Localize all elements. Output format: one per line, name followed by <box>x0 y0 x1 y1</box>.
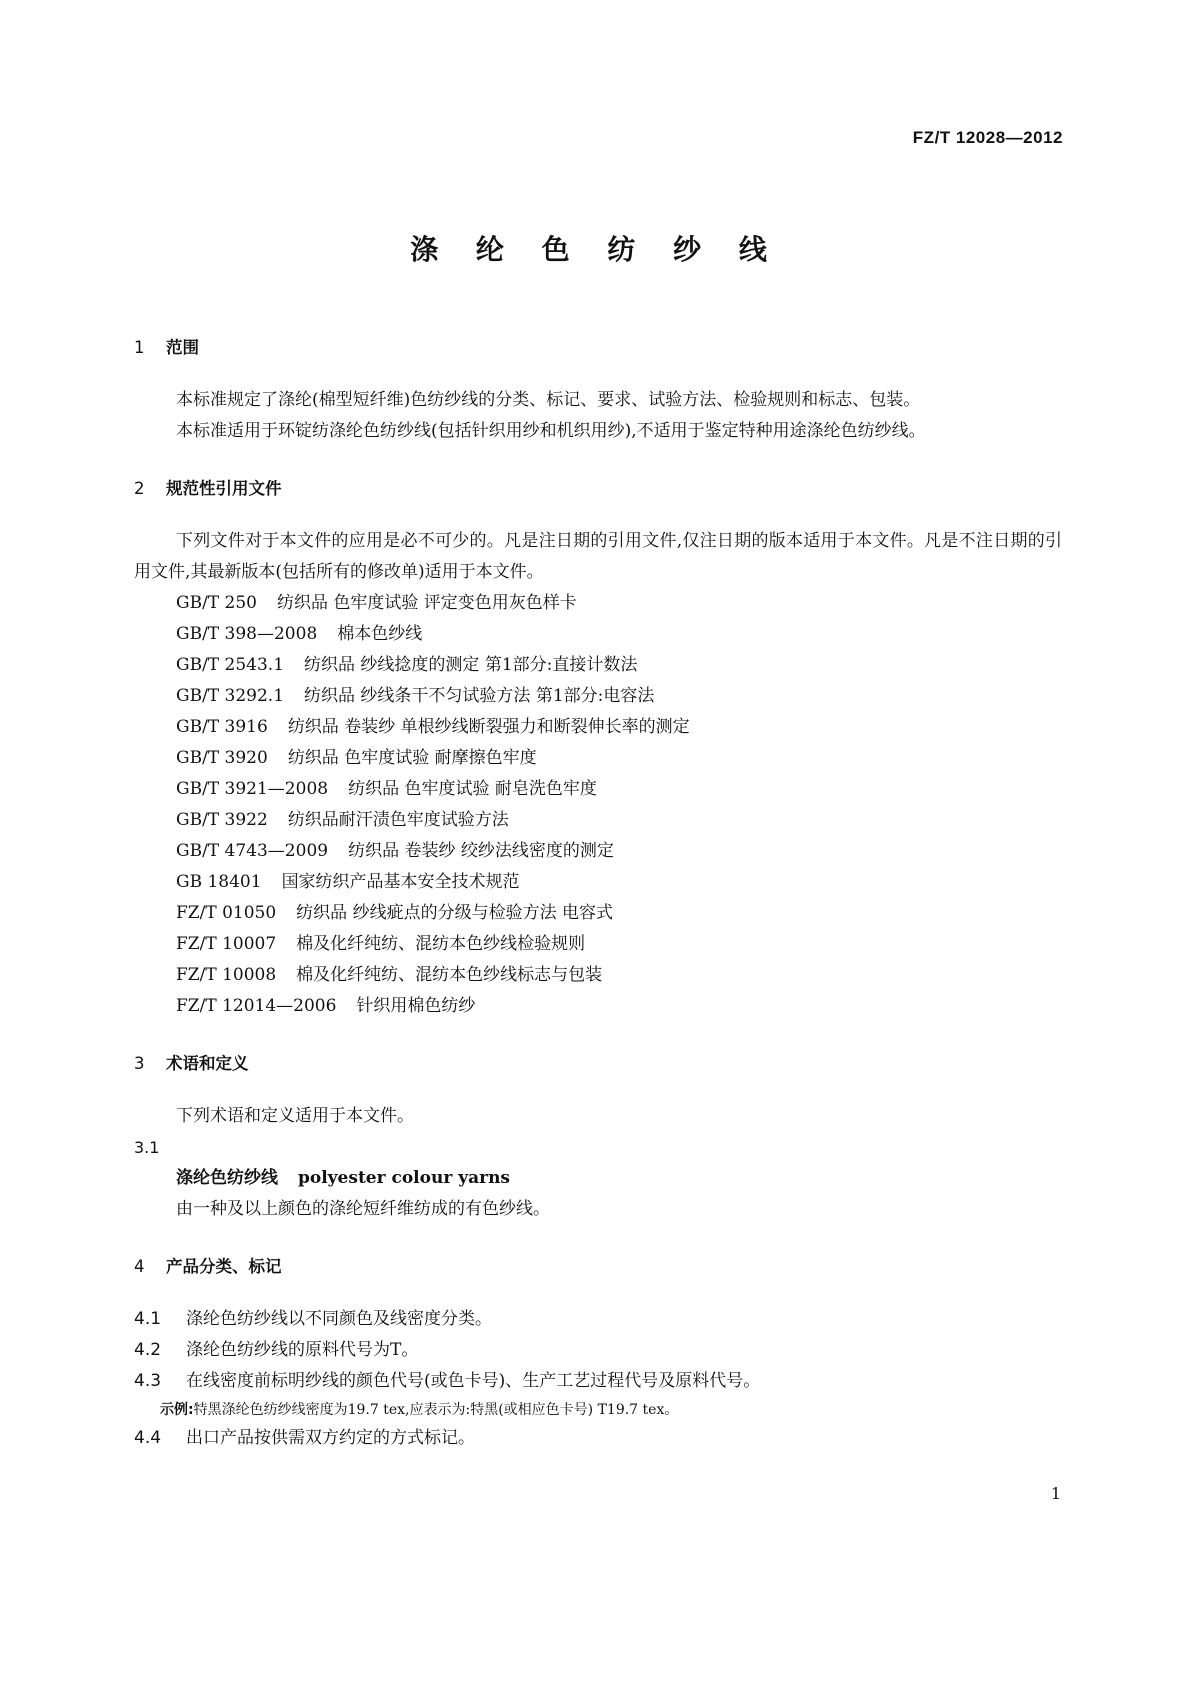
reference-code: GB/T 398—2008 <box>176 624 318 644</box>
reference-code: FZ/T 10008 <box>176 965 277 985</box>
clause-item <box>134 1335 1062 1366</box>
reference-item <box>134 743 1062 774</box>
term-english: polyester colour yarns <box>298 1168 510 1188</box>
reference-item <box>134 898 1062 929</box>
section-3-heading <box>134 1052 1062 1076</box>
section-title: 范围 <box>166 338 199 357</box>
reference-code: GB/T 3921—2008 <box>176 779 329 799</box>
reference-code: GB/T 2543.1 <box>176 655 285 675</box>
clause-number: 4.3 <box>134 1371 162 1391</box>
reference-title: 棉本色纱线 <box>337 624 423 644</box>
reference-item <box>134 712 1062 743</box>
reference-code: GB 18401 <box>176 872 262 892</box>
reference-title: 纺织品 色牢度试验 评定变色用灰色样卡 <box>277 593 577 613</box>
clause-number: 4.2 <box>134 1340 162 1360</box>
terms-intro: 下列术语和定义适用于本文件。 <box>176 1106 414 1126</box>
clause-text: 在线密度前标明纱线的颜色代号(或色卡号)、生产工艺过程代号及原料代号。 <box>186 1371 761 1391</box>
section-number: 3 <box>134 1054 145 1073</box>
section-number: 4 <box>134 1257 145 1276</box>
reference-title: 棉及化纤纯纺、混纺本色纱线检验规则 <box>296 934 586 954</box>
document-body <box>134 336 1062 1454</box>
page-number: 1 <box>1050 1484 1061 1503</box>
section-number: 2 <box>134 479 145 498</box>
scope-paragraph-1: 本标准规定了涤纶(棉型短纤维)色纺纱线的分类、标记、要求、试验方法、检验规则和标志、包装。 <box>176 390 921 410</box>
reference-code: FZ/T 10007 <box>176 934 277 954</box>
clause-text: 涤纶色纺纱线的原料代号为T。 <box>186 1340 419 1360</box>
section-number: 1 <box>134 338 145 357</box>
reference-title: 国家纺织产品基本安全技术规范 <box>281 872 520 892</box>
reference-item <box>134 867 1062 898</box>
reference-item <box>134 588 1062 619</box>
reference-item <box>134 650 1062 681</box>
reference-code: GB/T 250 <box>176 593 257 613</box>
term-entry <box>134 1163 1062 1194</box>
section-title: 术语和定义 <box>166 1054 249 1073</box>
reference-title: 针织用棉色纺纱 <box>356 996 476 1016</box>
reference-code: FZ/T 01050 <box>176 903 277 923</box>
reference-item <box>134 805 1062 836</box>
standard-code: FZ/T 12028—2012 <box>912 128 1063 147</box>
reference-code: GB/T 3292.1 <box>176 686 285 706</box>
reference-code: GB/T 3920 <box>176 748 268 768</box>
reference-title: 纺织品耐汗渍色牢度试验方法 <box>287 810 509 830</box>
reference-item <box>134 991 1062 1022</box>
example-text: 特黑涤纶色纺纱线密度为19.7 tex,应表示为:特黑(或相应色卡号) T19.7 tex。 <box>193 1402 679 1418</box>
reference-item <box>134 619 1062 650</box>
reference-code: FZ/T 12014—2006 <box>176 996 337 1016</box>
reference-title: 棉及化纤纯纺、混纺本色纱线标志与包装 <box>296 965 603 985</box>
section-4-heading <box>134 1255 1062 1279</box>
references-intro: 下列文件对于本文件的应用是必不可少的。凡是注日期的引用文件,仅注日期的版本适用于本文件。凡是不注日期的引用文件,其最新版本(包括所有的修改单)适用于本文件。 <box>134 531 1062 582</box>
clause-text: 涤纶色纺纱线以不同颜色及线密度分类。 <box>186 1309 492 1329</box>
document-title: 涤 纶 色 纺 纱 线 <box>410 233 781 266</box>
clause-text: 出口产品按供需双方约定的方式标记。 <box>186 1428 475 1448</box>
example-note <box>134 1397 1062 1423</box>
reference-title: 纺织品 纱线捻度的测定 第1部分:直接计数法 <box>304 655 638 675</box>
reference-title: 纺织品 色牢度试验 耐摩擦色牢度 <box>287 748 537 768</box>
reference-title: 纺织品 卷装纱 绞纱法线密度的测定 <box>348 841 614 861</box>
reference-title: 纺织品 色牢度试验 耐皂洗色牢度 <box>348 779 597 799</box>
reference-list <box>134 588 1062 1022</box>
reference-item <box>134 774 1062 805</box>
section-2-heading <box>134 477 1062 501</box>
scope-paragraph-2: 本标准适用于环锭纺涤纶色纺纱线(包括针织用纱和机织用纱),不适用于鉴定特种用途涤纶色纺纱线。 <box>176 421 926 441</box>
section-title: 规范性引用文件 <box>166 479 282 498</box>
clause-item <box>134 1304 1062 1335</box>
reference-code: GB/T 4743—2009 <box>176 841 329 861</box>
reference-item <box>134 836 1062 867</box>
clause-number: 4.4 <box>134 1428 162 1448</box>
term-definition: 由一种及以上颜色的涤纶短纤维纺成的有色纱线。 <box>176 1199 550 1219</box>
clause-item <box>134 1423 1062 1454</box>
reference-item <box>134 681 1062 712</box>
reference-title: 纺织品 卷装纱 单根纱线断裂强力和断裂伸长率的测定 <box>287 717 690 737</box>
reference-code: GB/T 3916 <box>176 717 268 737</box>
clause-item <box>134 1366 1062 1397</box>
reference-item <box>134 929 1062 960</box>
reference-item <box>134 960 1062 991</box>
clause-number: 4.1 <box>134 1309 162 1329</box>
section-title: 产品分类、标记 <box>166 1257 282 1276</box>
section-1-heading <box>134 336 1062 360</box>
term-chinese: 涤纶色纺纱线 <box>176 1168 278 1188</box>
reference-title: 纺织品 纱线条干不匀试验方法 第1部分:电容法 <box>304 686 655 706</box>
reference-code: GB/T 3922 <box>176 810 268 830</box>
term-number: 3.1 <box>134 1138 160 1157</box>
example-label: 示例: <box>160 1402 194 1418</box>
reference-title: 纺织品 纱线疵点的分级与检验方法 电容式 <box>296 903 613 923</box>
